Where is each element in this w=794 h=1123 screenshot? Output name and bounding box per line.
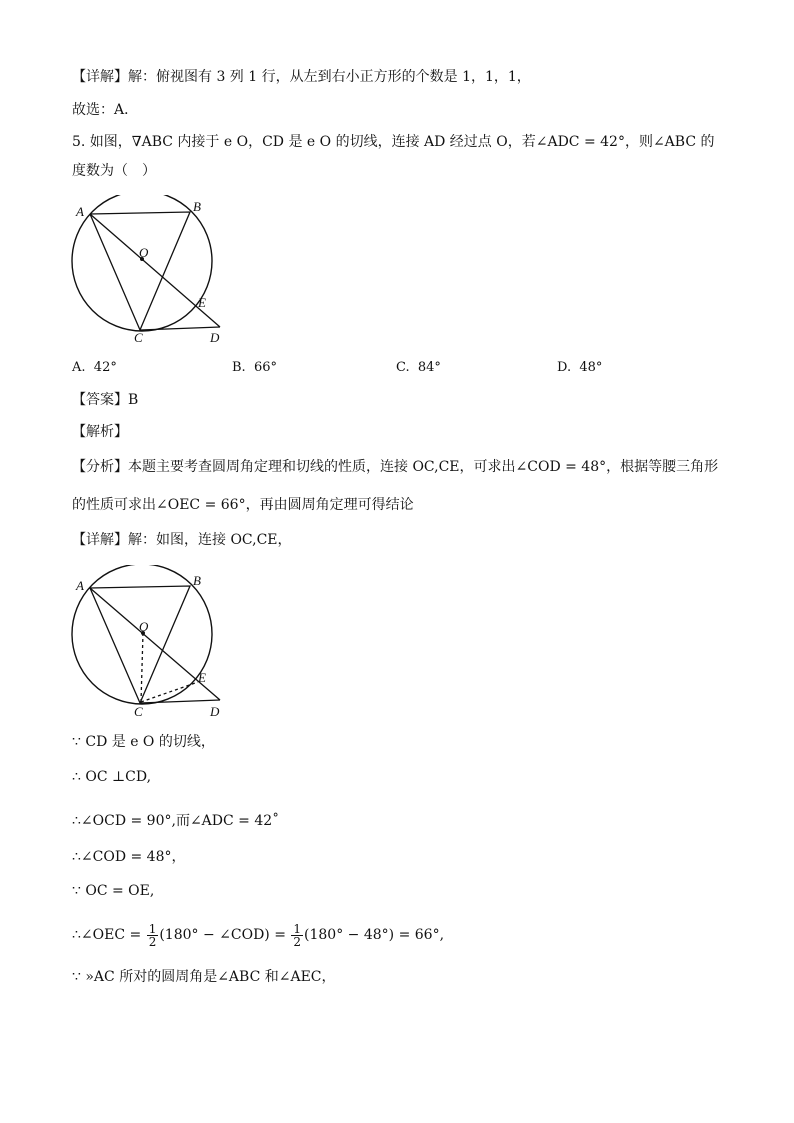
segment-ad [90,214,220,327]
fraction-2: $\frac{1}{2}$ [293,921,302,949]
step-4: ∴∠COD = 48°， [72,849,186,865]
step-2: ∴ OC ⊥CD, [72,769,152,785]
label-o-2: O [139,619,149,634]
analysis-heading: 【解析】 [72,424,128,440]
answer-value: B [128,392,139,408]
question-stem-line1: 5. 如图，∇ABC 内接于 e O，CD 是 e O 的切线，连接 AD 经过点 O，若∠ADC = 42°，则∠ABC 的 [72,134,715,150]
option-c: C. 84° [396,360,441,375]
step-1: ∵ CD 是 e O 的切线， [72,734,215,750]
segment-oc-dashed [141,633,143,702]
analysis-text1: 本题主要考查圆周角定理和切线的性质，连接 OC,CE，可求出∠COD = 48°，根据等腰三角形 [128,459,719,475]
step-formula: ∴∠OEC = $\frac{1}{2}$ (180° − ∠COD) = $\frac{1}{2}$ (180° − 48°) = 66°, [72,921,445,949]
option-d: D. 48° [557,360,603,375]
analysis-line2: 的性质可求出∠OEC = 66°，再由圆周角定理可得结论 [72,497,414,513]
circle-o [72,195,212,331]
question-stem-line2: 度数为（ ） [72,163,156,179]
answer-tag: 【答案】 [72,392,128,408]
label-b: B [193,199,201,214]
geometry-figure-2 [60,565,240,725]
analysis-line1 [72,458,718,476]
label-a: A [76,204,84,219]
fraction-1: $\frac{1}{2}$ [148,921,157,949]
analysis-tag: 【分析】 [72,459,128,475]
prev-detail-line [72,68,531,86]
option-b: B. 66° [232,360,277,375]
label-d: D [210,330,220,345]
label-o: O [139,245,149,260]
solution-tag: 【详解】 [72,532,128,548]
prev-detail-text: 解：俯视图有 3 列 1 行，从左到右小正方形的个数是 1，1，1， [128,69,531,85]
label-a-2: A [76,578,84,593]
label-d-2: D [210,704,220,719]
step-6: ∵ »AC 所对的圆周角是∠ABC 和∠AEC， [72,969,336,985]
solution-intro-line [72,531,292,549]
triangle-abc [90,212,190,330]
label-c-2: C [134,704,143,719]
segment-cd [140,327,220,330]
label-b-2: B [193,573,201,588]
segment-cd-2 [140,700,220,703]
answer-line [72,391,138,409]
label-e: E [198,295,206,310]
label-e-2: E [198,670,206,685]
step-3: ∴∠OCD = 90°,而∠ADC = 42˚ [72,813,280,829]
detail-tag: 【详解】 [72,69,128,85]
prev-choose-line: 故选：A． [72,102,139,118]
geometry-figure-1 [60,195,240,350]
option-a: A. 42° [72,360,117,375]
label-c: C [134,330,143,345]
solution-intro: 解：如图，连接 OC,CE， [128,532,292,548]
triangle-abc-2 [90,586,190,703]
step-5: ∵ OC = OE, [72,883,155,899]
